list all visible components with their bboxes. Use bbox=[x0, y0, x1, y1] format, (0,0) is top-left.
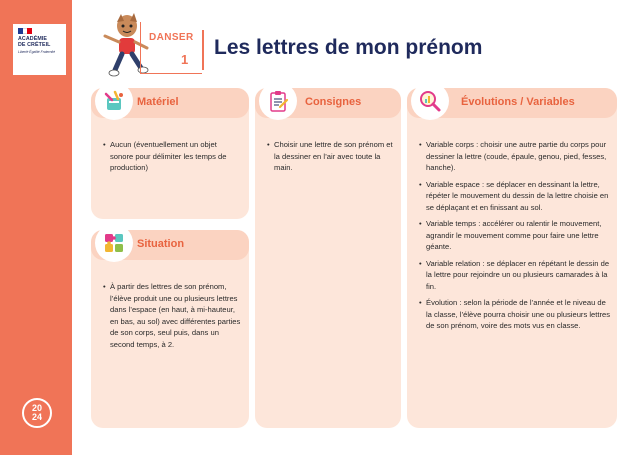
evolutions-icon-circle bbox=[411, 82, 449, 120]
situation-icon-circle bbox=[95, 224, 133, 262]
badge-line-1: 20 bbox=[31, 403, 42, 413]
list-item: • Variable relation : se déplacer en répétant le dessin de la lettre pour rejoindre un ou plusieurs camarades à la fin. bbox=[419, 258, 611, 293]
list-item: • Variable corps : choisir une autre partie du corps pour dessiner la lettre (coude, épaule, genou, pied, fesses, hanche). bbox=[419, 139, 611, 174]
materiel-list bbox=[103, 139, 241, 179]
page-title: Les lettres de mon prénom bbox=[214, 36, 483, 59]
consignes-title: Consignes bbox=[305, 96, 362, 108]
badge-line-2: 24 bbox=[31, 412, 42, 422]
materiel-title: Matériel bbox=[137, 96, 179, 108]
card-materiel bbox=[91, 88, 249, 219]
category-number: 1 bbox=[181, 52, 189, 67]
french-flag-icon bbox=[18, 28, 32, 34]
title-divider bbox=[202, 30, 204, 70]
consignes-icon-circle bbox=[259, 82, 297, 120]
olympic-2024-badge bbox=[22, 398, 52, 428]
list-item: • Évolution : selon la période de l’année et le niveau de la classe, l’élève pourra choisir une ou plusieurs lettres de son prénom, voire des mots vus en classe. bbox=[419, 297, 611, 332]
content-area bbox=[72, 0, 644, 455]
list-item: • À partir des lettres de son prénom, l’élève produit une ou plusieurs lettres dans l’espace (en haut, à mi-hauteur, en bas, au sol) avec différentes parties de son corps, seul puis, dans un second temps, à 2. bbox=[103, 281, 243, 350]
consignes-list bbox=[267, 139, 395, 179]
materiel-icon-circle bbox=[95, 82, 133, 120]
list-item: • Aucun (éventuellement un objet sonore pour délimiter les temps de production) bbox=[103, 139, 241, 174]
clipboard-icon bbox=[264, 87, 292, 115]
situation-title: Situation bbox=[137, 238, 185, 250]
puzzle-icon bbox=[100, 229, 128, 257]
logo-line-2: DE CRÉTEIL bbox=[18, 42, 51, 48]
evolutions-list bbox=[419, 139, 611, 337]
situation-list bbox=[103, 281, 243, 355]
list-item: • Choisir une lettre de son prénom et la dessiner en l’air avec toute la main. bbox=[267, 139, 395, 174]
card-evolutions bbox=[407, 88, 617, 428]
toolbox-icon bbox=[100, 87, 128, 115]
card-situation bbox=[91, 230, 249, 428]
logo-motto: Liberté Égalité Fraternité bbox=[18, 50, 56, 54]
evolutions-title: Évolutions / Variables bbox=[461, 96, 575, 108]
left-color-band bbox=[0, 0, 72, 455]
category-label: DANSER bbox=[149, 32, 194, 43]
magnifier-chart-icon bbox=[416, 87, 444, 115]
category-tab bbox=[140, 22, 202, 74]
academie-logo bbox=[13, 24, 66, 75]
logo-line-1: ACADÉMIE bbox=[18, 36, 48, 42]
list-item: • Variable temps : accélérer ou ralentir le mouvement, agrandir le mouvement comme pour faire une lettre géante. bbox=[419, 218, 611, 253]
list-item: • Variable espace : se déplacer en dessinant la lettre, répéter le mouvement du dessin de la lettre choisie en se déplaçant et en finissant au sol. bbox=[419, 179, 611, 214]
card-consignes bbox=[255, 88, 401, 428]
